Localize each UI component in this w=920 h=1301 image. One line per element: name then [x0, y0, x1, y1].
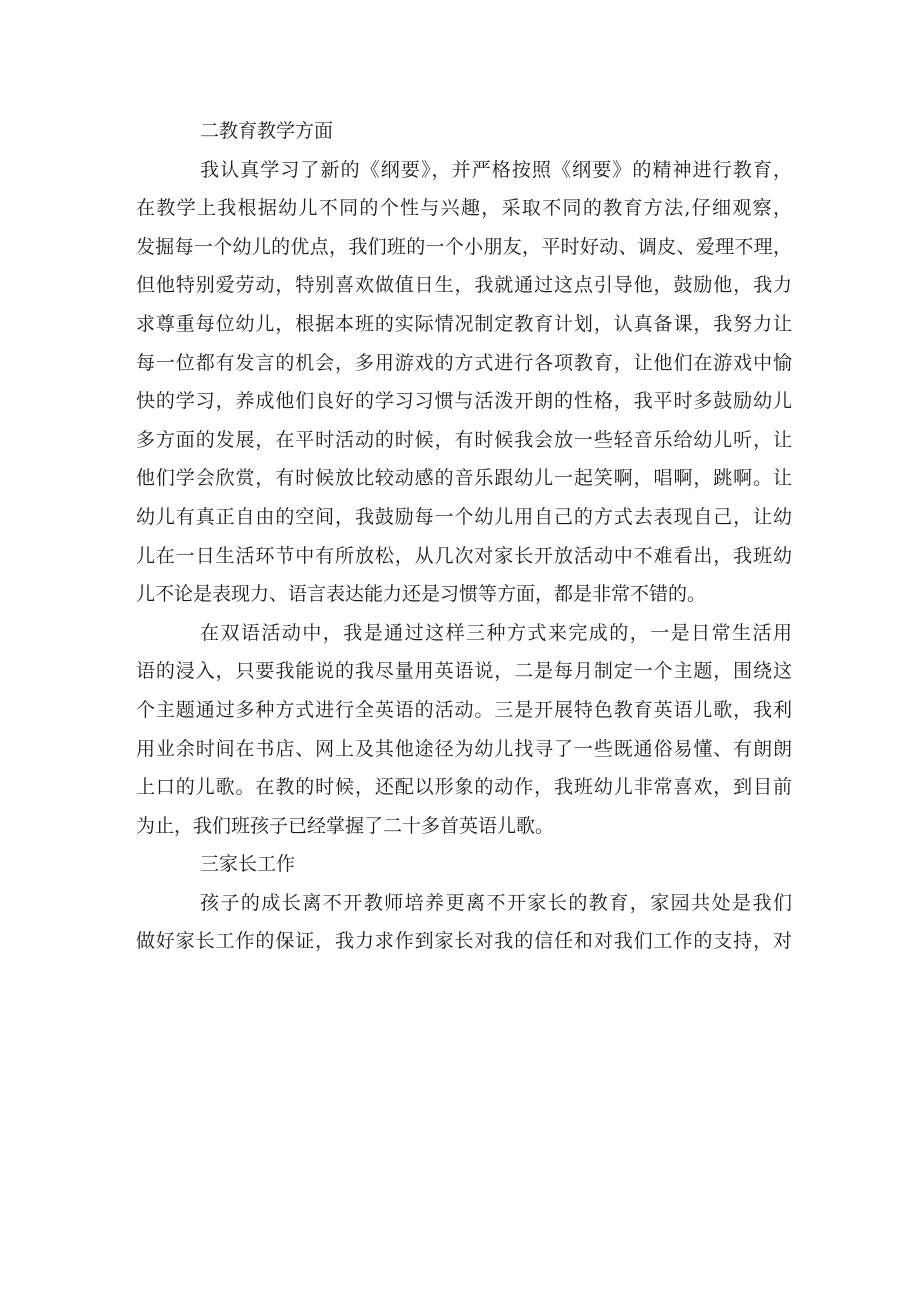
paragraph-line: 我认真学习了新的《纲要》，并严格按照《纲要》的精神进行教育， — [200, 158, 792, 181]
paragraph-line: 幼儿有真正自由的空间，我鼓励每一个幼儿用自己的方式去表现自己，让幼 — [136, 505, 792, 528]
paragraph-bilingual-activities — [136, 614, 792, 846]
paragraph-line: 发掘每一个幼儿的优点，我们班的一个小朋友，平时好动、调皮、爱理不理， — [136, 235, 792, 258]
section-heading-parents: 三家长工作 — [200, 853, 296, 876]
paragraph-line: 个主题通过多种方式进行全英语的活动。三是开展特色教育英语儿歌，我利 — [136, 698, 792, 721]
paragraph-line: 但他特别爱劳动，特别喜欢做值日生，我就通过这点引导他，鼓励他，我力 — [136, 274, 792, 297]
paragraph-line: 孩子的成长离不开教师培养更离不开家长的教育，家园共处是我们 — [200, 891, 792, 914]
paragraph-line: 上口的儿歌。在教的时候，还配以形象的动作，我班幼儿非常喜欢，到目前 — [136, 776, 792, 799]
paragraph-line: 在双语活动中，我是通过这样三种方式来完成的，一是日常生活用 — [200, 621, 792, 644]
paragraph-line: 用业余时间在书店、网上及其他途径为幼儿找寻了一些既通俗易懂、有朗朗 — [136, 737, 792, 760]
paragraph-line: 在教学上我根据幼儿不同的个性与兴趣，采取不同的教育方法,仔细观察， — [136, 197, 792, 220]
paragraph-line: 为止，我们班孩子已经掌握了二十多首英语儿歌。 — [136, 814, 555, 837]
paragraph-line: 每一位都有发言的机会，多用游戏的方式进行各项教育，让他们在游戏中愉 — [136, 351, 792, 374]
paragraph-line: 求尊重每位幼儿，根据本班的实际情况制定教育计划，认真备课，我努力让 — [136, 312, 792, 335]
paragraph-line: 做好家长工作的保证，我力求作到家长对我的信任和对我们工作的支持，对 — [136, 930, 792, 953]
section-heading-education: 二教育教学方面 — [200, 120, 334, 142]
document-body — [136, 112, 792, 961]
paragraph-line: 儿在一日生活环节中有所放松，从几次对家长开放活动中不难看出，我班幼 — [136, 544, 792, 567]
paragraph-line: 儿不论是表现力、语言表达能力还是习惯等方面，都是非常不错的。 — [136, 583, 707, 606]
paragraph-parent-work — [136, 884, 792, 961]
paragraph-line: 快的学习，养成他们良好的学习习惯与活泼开朗的性格，我平时多鼓励幼儿 — [136, 390, 792, 413]
paragraph-outline-teaching — [136, 151, 792, 614]
paragraph-line: 多方面的发展，在平时活动的时候，有时候我会放一些轻音乐给幼儿听，让 — [136, 428, 792, 451]
paragraph-line: 语的浸入，只要我能说的我尽量用英语说，二是每月制定一个主题，围绕这 — [136, 660, 792, 683]
paragraph-line: 他们学会欣赏，有时候放比较动感的音乐跟幼儿一起笑啊，唱啊，跳啊。让 — [136, 467, 792, 490]
